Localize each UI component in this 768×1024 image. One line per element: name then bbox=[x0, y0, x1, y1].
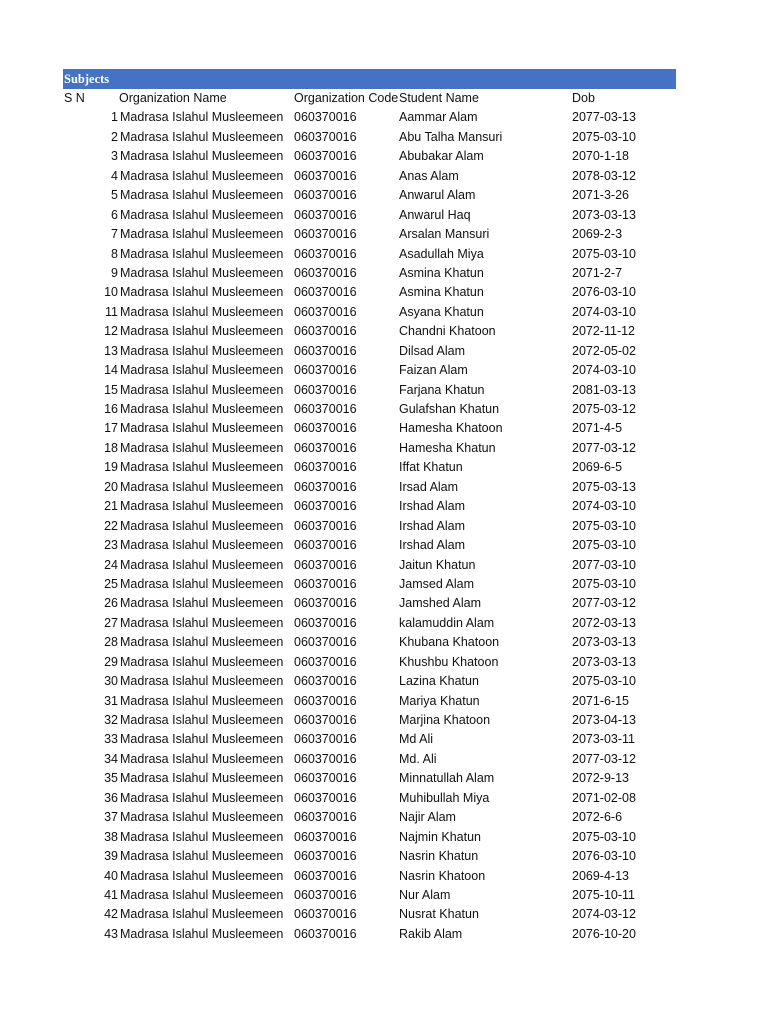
cell-sn: 32 bbox=[104, 713, 118, 727]
cell-organization-name: Madrasa Islahul Musleemeen bbox=[120, 246, 284, 261]
cell-sn: 17 bbox=[104, 421, 118, 436]
cell-sn: 39 bbox=[104, 849, 118, 864]
table-row bbox=[63, 497, 676, 516]
cell-sn: 25 bbox=[104, 576, 118, 591]
cell-organization-code: 060370016 bbox=[294, 849, 357, 864]
cell-organization-name: Madrasa Islahul Musleemeen bbox=[120, 907, 284, 922]
cell-organization-code: 060370016 bbox=[294, 654, 357, 669]
cell-organization-code: 060370016 bbox=[294, 343, 357, 358]
cell-student-name: Asmina Khatun bbox=[399, 285, 484, 300]
cell-dob: 2075-03-10 bbox=[572, 246, 636, 261]
cell-organization-name: Madrasa Islahul Musleemeen bbox=[120, 499, 284, 514]
cell-student-name: Gulafshan Khatun bbox=[399, 402, 500, 416]
cell-student-name: Irshad Alam bbox=[399, 518, 466, 533]
cell-organization-code: 060370016 bbox=[294, 810, 357, 825]
table-row bbox=[63, 322, 676, 341]
cell-student-name: Md Ali bbox=[399, 732, 434, 747]
table-row bbox=[63, 303, 676, 322]
cell-organization-name: Madrasa Islahul Musleemeen bbox=[120, 440, 284, 455]
cell-student-name: Md. Ali bbox=[399, 751, 437, 766]
cell-organization-name: Madrasa Islahul Musleemeen bbox=[120, 887, 284, 902]
table-row bbox=[63, 361, 676, 380]
cell-organization-code: 060370016 bbox=[294, 518, 357, 533]
cell-student-name: Asmina Khatun bbox=[399, 265, 484, 280]
cell-dob: 2077-03-12 bbox=[572, 596, 636, 611]
cell-dob: 2075-03-10 bbox=[572, 576, 636, 591]
cell-organization-name: Madrasa Islahul Musleemeen bbox=[120, 149, 284, 164]
cell-organization-code: 060370016 bbox=[294, 829, 357, 844]
cell-student-name: Faizan Alam bbox=[399, 363, 468, 378]
cell-sn: 30 bbox=[104, 674, 118, 689]
table-row bbox=[63, 108, 676, 127]
cell-dob: 2071-4-5 bbox=[572, 421, 623, 436]
table-row bbox=[63, 206, 676, 225]
cell-sn: 15 bbox=[104, 382, 118, 397]
table-row bbox=[63, 167, 676, 186]
table-row bbox=[63, 128, 676, 147]
cell-dob: 2069-4-13 bbox=[572, 868, 629, 883]
cell-dob: 2071-6-15 bbox=[572, 693, 629, 708]
cell-sn: 5 bbox=[111, 188, 118, 203]
cell-sn: 22 bbox=[104, 518, 118, 533]
cell-dob: 2071-3-26 bbox=[572, 188, 629, 203]
table-row bbox=[63, 711, 676, 730]
cell-organization-code: 060370016 bbox=[294, 790, 357, 805]
cell-organization-code: 060370016 bbox=[294, 363, 357, 378]
cell-sn: 31 bbox=[104, 693, 118, 708]
cell-dob: 2075-03-12 bbox=[572, 402, 636, 416]
cell-dob: 2077-03-12 bbox=[572, 751, 636, 766]
cell-dob: 2076-03-10 bbox=[572, 849, 636, 864]
cell-organization-code: 060370016 bbox=[294, 149, 357, 164]
cell-organization-code: 060370016 bbox=[294, 751, 357, 766]
cell-organization-code: 060370016 bbox=[294, 887, 357, 902]
header-dob: Dob bbox=[572, 91, 595, 105]
cell-sn: 6 bbox=[111, 207, 118, 222]
cell-sn: 28 bbox=[104, 635, 118, 650]
cell-dob: 2077-03-13 bbox=[572, 110, 636, 125]
cell-dob: 2072-11-12 bbox=[572, 324, 636, 339]
cell-organization-code: 060370016 bbox=[294, 246, 357, 261]
cell-sn: 18 bbox=[104, 440, 118, 455]
cell-student-name: Nusrat Khatun bbox=[399, 907, 479, 922]
cell-student-name: Anwarul Haq bbox=[399, 207, 471, 222]
cell-dob: 2075-03-10 bbox=[572, 674, 636, 689]
cell-student-name: Najmin Khatun bbox=[399, 829, 481, 844]
sheet-title: Subjects bbox=[63, 69, 676, 89]
cell-student-name: Dilsad Alam bbox=[399, 343, 465, 358]
cell-dob: 2077-03-12 bbox=[572, 440, 636, 455]
cell-student-name: Mariya Khatun bbox=[399, 693, 480, 708]
cell-organization-code: 060370016 bbox=[294, 304, 357, 319]
cell-organization-name: Madrasa Islahul Musleemeen bbox=[120, 460, 284, 475]
header-sn: S N bbox=[64, 91, 85, 105]
cell-dob: 2075-03-13 bbox=[572, 479, 636, 494]
table-row bbox=[63, 283, 676, 302]
cell-sn: 24 bbox=[104, 557, 118, 572]
cell-organization-name: Madrasa Islahul Musleemeen bbox=[120, 402, 284, 416]
cell-organization-code: 060370016 bbox=[294, 479, 357, 494]
cell-organization-name: Madrasa Islahul Musleemeen bbox=[120, 557, 284, 572]
table-row bbox=[63, 147, 676, 166]
cell-organization-name: Madrasa Islahul Musleemeen bbox=[120, 285, 284, 300]
cell-dob: 2072-03-13 bbox=[572, 615, 636, 630]
table-row bbox=[63, 225, 676, 244]
cell-student-name: Farjana Khatun bbox=[399, 382, 485, 397]
cell-organization-code: 060370016 bbox=[294, 188, 357, 203]
cell-organization-code: 060370016 bbox=[294, 557, 357, 572]
cell-organization-name: Madrasa Islahul Musleemeen bbox=[120, 829, 284, 844]
table-row bbox=[63, 653, 676, 672]
cell-dob: 2070-1-18 bbox=[572, 149, 629, 164]
cell-dob: 2078-03-12 bbox=[572, 168, 636, 183]
table-row bbox=[63, 769, 676, 788]
cell-sn: 21 bbox=[104, 499, 118, 514]
cell-organization-name: Madrasa Islahul Musleemeen bbox=[120, 868, 284, 883]
cell-dob: 2074-03-12 bbox=[572, 907, 636, 922]
cell-student-name: Abubakar Alam bbox=[399, 149, 484, 164]
cell-sn: 27 bbox=[104, 615, 118, 630]
table-row bbox=[63, 789, 676, 808]
cell-sn: 33 bbox=[104, 732, 118, 747]
cell-organization-name: Madrasa Islahul Musleemeen bbox=[120, 538, 284, 553]
table-row bbox=[63, 692, 676, 711]
header-organization-name: Organization Name bbox=[119, 91, 227, 105]
table-body bbox=[63, 108, 676, 944]
cell-dob: 2072-9-13 bbox=[572, 771, 629, 786]
cell-organization-code: 060370016 bbox=[294, 596, 357, 611]
cell-sn: 38 bbox=[104, 829, 118, 844]
cell-student-name: Abu Talha Mansuri bbox=[399, 129, 503, 144]
cell-sn: 13 bbox=[104, 343, 118, 358]
cell-organization-code: 060370016 bbox=[294, 440, 357, 455]
cell-dob: 2069-2-3 bbox=[572, 227, 623, 242]
cell-organization-name: Madrasa Islahul Musleemeen bbox=[120, 576, 284, 591]
cell-student-name: Minnatullah Alam bbox=[399, 771, 495, 786]
table-row bbox=[63, 886, 676, 905]
cell-dob: 2081-03-13 bbox=[572, 382, 636, 397]
cell-student-name: Iffat Khatun bbox=[399, 460, 463, 475]
cell-organization-name: Madrasa Islahul Musleemeen bbox=[120, 304, 284, 319]
cell-student-name: Irshad Alam bbox=[399, 538, 466, 553]
cell-sn: 3 bbox=[111, 149, 118, 164]
table-row bbox=[63, 633, 676, 652]
table-row bbox=[63, 439, 676, 458]
cell-organization-code: 060370016 bbox=[294, 460, 357, 475]
cell-sn: 37 bbox=[104, 810, 118, 825]
cell-dob: 2074-03-10 bbox=[572, 304, 636, 319]
cell-organization-code: 060370016 bbox=[294, 576, 357, 591]
cell-organization-name: Madrasa Islahul Musleemeen bbox=[120, 363, 284, 378]
cell-dob: 2071-2-7 bbox=[572, 265, 623, 280]
cell-organization-code: 060370016 bbox=[294, 110, 357, 125]
table-row bbox=[63, 847, 676, 866]
cell-organization-code: 060370016 bbox=[294, 168, 357, 183]
cell-sn: 12 bbox=[104, 324, 118, 339]
cell-organization-name: Madrasa Islahul Musleemeen bbox=[120, 168, 284, 183]
table-row bbox=[63, 730, 676, 749]
table-row bbox=[63, 400, 676, 419]
cell-organization-code: 060370016 bbox=[294, 615, 357, 630]
cell-organization-code: 060370016 bbox=[294, 207, 357, 222]
cell-sn: 16 bbox=[104, 402, 118, 416]
cell-organization-code: 060370016 bbox=[294, 635, 357, 650]
cell-student-name: Nasrin Khatoon bbox=[399, 868, 486, 883]
cell-sn: 35 bbox=[104, 771, 118, 786]
cell-dob: 2076-10-20 bbox=[572, 926, 636, 941]
cell-dob: 2073-03-13 bbox=[572, 635, 636, 650]
cell-organization-code: 060370016 bbox=[294, 868, 357, 883]
cell-organization-name: Madrasa Islahul Musleemeen bbox=[120, 713, 284, 727]
table-row bbox=[63, 342, 676, 361]
cell-organization-name: Madrasa Islahul Musleemeen bbox=[120, 926, 284, 941]
cell-student-name: Asyana Khatun bbox=[399, 304, 484, 319]
table-row bbox=[63, 594, 676, 613]
cell-organization-name: Madrasa Islahul Musleemeen bbox=[120, 732, 284, 747]
cell-student-name: Hamesha Khatun bbox=[399, 440, 496, 455]
cell-organization-name: Madrasa Islahul Musleemeen bbox=[120, 207, 284, 222]
cell-student-name: kalamuddin Alam bbox=[399, 615, 495, 630]
cell-organization-name: Madrasa Islahul Musleemeen bbox=[120, 790, 284, 805]
cell-sn: 10 bbox=[104, 285, 118, 300]
cell-student-name: Irsad Alam bbox=[399, 479, 459, 494]
cell-organization-code: 060370016 bbox=[294, 285, 357, 300]
table-row bbox=[63, 381, 676, 400]
table-row bbox=[63, 828, 676, 847]
cell-organization-code: 060370016 bbox=[294, 771, 357, 786]
cell-organization-name: Madrasa Islahul Musleemeen bbox=[120, 849, 284, 864]
table-row bbox=[63, 517, 676, 536]
cell-organization-name: Madrasa Islahul Musleemeen bbox=[120, 343, 284, 358]
table-row bbox=[63, 614, 676, 633]
cell-organization-code: 060370016 bbox=[294, 907, 357, 922]
table-row bbox=[63, 264, 676, 283]
cell-organization-name: Madrasa Islahul Musleemeen bbox=[120, 227, 284, 242]
cell-dob: 2069-6-5 bbox=[572, 460, 623, 475]
cell-organization-code: 060370016 bbox=[294, 732, 357, 747]
cell-sn: 36 bbox=[104, 790, 118, 805]
cell-organization-code: 060370016 bbox=[294, 674, 357, 689]
cell-student-name: Nur Alam bbox=[399, 887, 451, 902]
cell-dob: 2075-03-10 bbox=[572, 518, 636, 533]
header-student-name: Student Name bbox=[399, 91, 479, 105]
cell-sn: 4 bbox=[111, 168, 118, 183]
header-organization-code: Organization Code bbox=[294, 91, 399, 105]
cell-organization-name: Madrasa Islahul Musleemeen bbox=[120, 615, 284, 630]
cell-student-name: Marjina Khatoon bbox=[399, 713, 491, 727]
cell-dob: 2073-04-13 bbox=[572, 713, 636, 727]
cell-sn: 2 bbox=[111, 129, 118, 144]
cell-student-name: Najir Alam bbox=[399, 810, 456, 825]
table-row bbox=[63, 750, 676, 769]
cell-organization-name: Madrasa Islahul Musleemeen bbox=[120, 129, 284, 144]
table-row bbox=[63, 556, 676, 575]
cell-student-name: Anwarul Alam bbox=[399, 188, 476, 203]
cell-student-name: Hamesha Khatoon bbox=[399, 421, 503, 436]
cell-dob: 2072-05-02 bbox=[572, 343, 636, 358]
cell-organization-code: 060370016 bbox=[294, 227, 357, 242]
cell-organization-name: Madrasa Islahul Musleemeen bbox=[120, 693, 284, 708]
table-row bbox=[63, 867, 676, 886]
cell-organization-name: Madrasa Islahul Musleemeen bbox=[120, 518, 284, 533]
cell-student-name: Asadullah Miya bbox=[399, 246, 484, 261]
cell-dob: 2073-03-13 bbox=[572, 654, 636, 669]
cell-organization-code: 060370016 bbox=[294, 129, 357, 144]
cell-student-name: Arsalan Mansuri bbox=[399, 227, 490, 242]
cell-organization-name: Madrasa Islahul Musleemeen bbox=[120, 810, 284, 825]
cell-student-name: Rakib Alam bbox=[399, 926, 463, 941]
table-row bbox=[63, 186, 676, 205]
header-row bbox=[63, 89, 676, 108]
cell-student-name: Lazina Khatun bbox=[399, 674, 479, 689]
cell-organization-code: 060370016 bbox=[294, 538, 357, 553]
cell-dob: 2075-03-10 bbox=[572, 829, 636, 844]
cell-student-name: Anas Alam bbox=[399, 168, 459, 183]
cell-sn: 8 bbox=[111, 246, 118, 261]
cell-organization-code: 060370016 bbox=[294, 926, 357, 941]
cell-student-name: Jamsed Alam bbox=[399, 576, 475, 591]
cell-sn: 1 bbox=[111, 110, 118, 125]
cell-student-name: Nasrin Khatun bbox=[399, 849, 479, 864]
cell-organization-code: 060370016 bbox=[294, 499, 357, 514]
cell-student-name: Chandni Khatoon bbox=[399, 324, 496, 339]
cell-dob: 2073-03-13 bbox=[572, 207, 636, 222]
cell-sn: 7 bbox=[111, 227, 118, 242]
cell-student-name: Jamshed Alam bbox=[399, 596, 481, 611]
cell-student-name: Khushbu Khatoon bbox=[399, 654, 499, 669]
table-row bbox=[63, 905, 676, 924]
cell-organization-name: Madrasa Islahul Musleemeen bbox=[120, 635, 284, 650]
table-row bbox=[63, 419, 676, 438]
cell-sn: 34 bbox=[104, 751, 118, 766]
cell-sn: 29 bbox=[104, 654, 118, 669]
cell-organization-code: 060370016 bbox=[294, 265, 357, 280]
cell-dob: 2073-03-11 bbox=[572, 732, 636, 747]
cell-organization-name: Madrasa Islahul Musleemeen bbox=[120, 596, 284, 611]
spreadsheet bbox=[63, 69, 676, 944]
cell-organization-name: Madrasa Islahul Musleemeen bbox=[120, 324, 284, 339]
cell-organization-name: Madrasa Islahul Musleemeen bbox=[120, 421, 284, 436]
table-row bbox=[63, 458, 676, 477]
cell-organization-code: 060370016 bbox=[294, 693, 357, 708]
cell-student-name: Khubana Khatoon bbox=[399, 635, 500, 650]
cell-sn: 42 bbox=[104, 907, 118, 922]
cell-sn: 26 bbox=[104, 596, 118, 611]
cell-sn: 43 bbox=[104, 926, 118, 941]
cell-organization-name: Madrasa Islahul Musleemeen bbox=[120, 751, 284, 766]
cell-student-name: Jaitun Khatun bbox=[399, 557, 476, 572]
cell-student-name: Irshad Alam bbox=[399, 499, 466, 514]
cell-organization-name: Madrasa Islahul Musleemeen bbox=[120, 771, 284, 786]
cell-sn: 14 bbox=[104, 363, 118, 378]
cell-organization-code: 060370016 bbox=[294, 713, 357, 727]
cell-sn: 41 bbox=[104, 887, 118, 902]
cell-organization-name: Madrasa Islahul Musleemeen bbox=[120, 479, 284, 494]
cell-sn: 23 bbox=[104, 538, 118, 553]
table-row bbox=[63, 575, 676, 594]
cell-sn: 20 bbox=[104, 479, 118, 494]
cell-organization-name: Madrasa Islahul Musleemeen bbox=[120, 265, 284, 280]
cell-dob: 2074-03-10 bbox=[572, 499, 636, 514]
cell-dob: 2075-10-11 bbox=[572, 887, 636, 902]
cell-organization-name: Madrasa Islahul Musleemeen bbox=[120, 188, 284, 203]
table-row bbox=[63, 536, 676, 555]
table-row bbox=[63, 925, 676, 944]
cell-sn: 11 bbox=[105, 304, 118, 319]
cell-organization-code: 060370016 bbox=[294, 382, 357, 397]
cell-dob: 2071-02-08 bbox=[572, 790, 636, 805]
cell-student-name: Muhibullah Miya bbox=[399, 790, 490, 805]
cell-organization-code: 060370016 bbox=[294, 324, 357, 339]
cell-dob: 2072-6-6 bbox=[572, 810, 623, 825]
cell-organization-name: Madrasa Islahul Musleemeen bbox=[120, 110, 284, 125]
cell-organization-code: 060370016 bbox=[294, 421, 357, 436]
cell-organization-name: Madrasa Islahul Musleemeen bbox=[120, 654, 284, 669]
cell-dob: 2075-03-10 bbox=[572, 538, 636, 553]
cell-dob: 2074-03-10 bbox=[572, 363, 636, 378]
cell-dob: 2075-03-10 bbox=[572, 129, 636, 144]
cell-organization-code: 060370016 bbox=[294, 402, 357, 416]
cell-dob: 2077-03-10 bbox=[572, 557, 636, 572]
cell-student-name: Aammar Alam bbox=[399, 110, 478, 125]
cell-sn: 40 bbox=[104, 868, 118, 883]
table-row bbox=[63, 245, 676, 264]
cell-organization-name: Madrasa Islahul Musleemeen bbox=[120, 382, 284, 397]
cell-dob: 2076-03-10 bbox=[572, 285, 636, 300]
cell-sn: 19 bbox=[104, 460, 118, 475]
table-row bbox=[63, 808, 676, 827]
table-row bbox=[63, 478, 676, 497]
cell-organization-name: Madrasa Islahul Musleemeen bbox=[120, 674, 284, 689]
cell-sn: 9 bbox=[111, 265, 118, 280]
table-row bbox=[63, 672, 676, 691]
